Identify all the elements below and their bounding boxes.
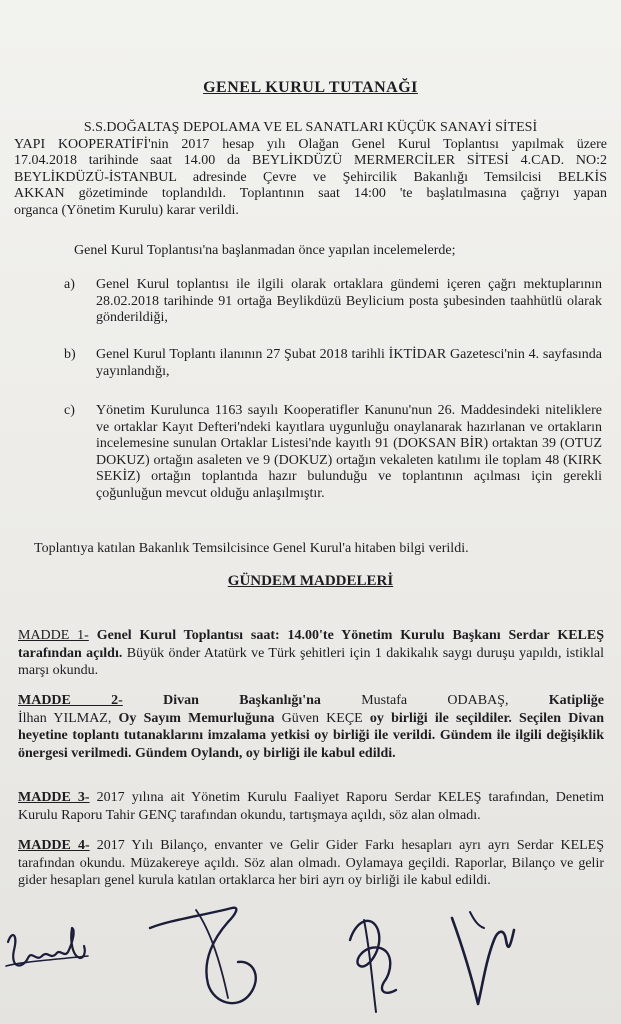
madde-name: Güven KEÇE (281, 710, 363, 726)
item-text: Yönetim Kurulunca 1163 sayılı Kooperatifler Kanunu'nun 26. Maddesindeki niteliklere ve ortaklar Kayıt Defteri'ndeki kayıtlara uygunluğu onaylanarak hazırlanan ve ortakların incelemesine sunulan Ortaklar Listesi'nde kayıtlı 91 (DOKSAN BİR) ortaktan 39 (OTUZ DOKUZ) ortağın asaleten ve 9 (DOKUZ) ortağın vekaleten katılımı ile toplam 48 (KIRK SEKİZ) ortağın toplantıda hazır bulunduğu ve toplantının açılması için gerekli çoğunluğun mevcut olduğu anlaşılmıştır. (96, 403, 602, 501)
madde-label: MADDE 4- (18, 838, 90, 853)
item-text: Genel Kurul Toplantı ilanının 27 Şubat 2018 tarihli İKTİDAR Gazetesci'nin 4. sayfasında yayınlandığı, (96, 347, 602, 379)
signature-middle (150, 908, 256, 1003)
madde-4 (18, 837, 604, 890)
madde-name: İlhan YILMAZ, (18, 710, 112, 726)
madde-text: 2017 Yılı Bilanço, envanter ve Gelir Gider Farkı hesapları ayrı ayrı Serdar KELEŞ tarafından okundu. Müzakereye açıldı. Söz alan olmadı. Oylamaya geçildi. Raporlar, Bilanço ve gelir gider hesapları genel kurula katılan ortaklarca her biri ayrı oy birliği ile kabul edildi. (18, 838, 605, 888)
madde-name: Mustafa ODABAŞ, (361, 693, 509, 708)
item-text: Genel Kurul toplantısı ile ilgili olarak ortaklara gündemi içeren çağrı mektuplarının 28.02.2018 tarihinde 91 ortağa Beylikdüzü Beylicium posta şubesinden taahhütlü olarak gönderildiği, (96, 277, 602, 325)
closing-note: Toplantıya katılan Bakanlık Temsilcisince Genel Kurul'a hitaben bilgi verildi. (34, 541, 469, 556)
intro-paragraph (14, 120, 607, 219)
examination-intro: Genel Kurul Toplantısı'na başlanmadan önce yapılan incelemelerde; (74, 243, 456, 258)
item-marker: a) (64, 277, 75, 292)
madde-bold-text: Divan Başkanlığı'na (163, 693, 321, 708)
signatures (0, 900, 621, 1024)
signature-left (6, 928, 88, 966)
intro-line: organca (Yönetim Kurulu) karar verildi. (14, 202, 239, 218)
item-marker: b) (64, 347, 76, 362)
madde-bold-text: Oy Sayım Memurluğuna (118, 710, 275, 726)
list-item (64, 277, 602, 327)
intro-line: 17.04.2018 tarihinde saat 14.00 da BEYLİKDÜZÜ MERMERCİLER SİTESİ 4.CAD. NO:2 (14, 153, 607, 168)
madde-bold-text: Genel Kurul Toplantısı saat: 14.00'te Yönetim Kurulu Başkanı Serdar KELEŞ tarafından açıldı. (18, 628, 605, 661)
madde-label: MADDE 1- (18, 628, 89, 643)
madde-label: MADDE 3- (18, 790, 90, 805)
signature-right (452, 912, 514, 1004)
agenda-title: GÜNDEM MADDELERİ (227, 573, 394, 589)
intro-line: YAPI KOOPERATİFİ'nin 2017 hesap yılı Olağan Genel Kurul Toplantısı yapılmak üzere (14, 136, 607, 152)
intro-line: AKKAN gözetiminde toplandıldı. Toplantının saat 14:00 'te başlatılmasına çağrıyı yapan (14, 186, 607, 201)
madde-2-line (18, 692, 604, 710)
list-item (64, 403, 602, 502)
document-title: GENEL KURUL TUTANAĞI (203, 79, 418, 96)
madde-text: Büyük önder Atatürk ve Türk şehitleri için 1 dakikalık saygı duruşu yapıldı, istiklal marşı okundu. (18, 645, 604, 678)
item-marker: c) (64, 403, 75, 418)
signature-center-right (350, 920, 396, 1012)
madde-bold-text: Katipliğe (548, 693, 605, 708)
madde-text: 2017 yılına ait Yönetim Kurulu Faaliyet Raporu Serdar KELEŞ tarafından, Denetim Kurulu Raporu Tahir GENÇ tarafından okundu, tartışmaya açıldı, söz alan olmadı. (18, 790, 605, 823)
list-item (64, 347, 602, 380)
madde-label: MADDE 2- (18, 693, 123, 708)
intro-line: BEYLİKDÜZÜ-İSTANBUL adresinde Çevre ve Şehircilik Bakanlığı Temsilcisi BELKİS (14, 169, 607, 185)
madde-2 (18, 692, 604, 762)
madde-1 (18, 627, 604, 680)
madde-bold-text: oy birliği ile seçildiler. Seçilen Divan heyetine toplantı tutanaklarını imzalama yetkisi oy birliği ile verildi. Gündem ile ilgili değişiklik önergesi verilmedi. Gündem Oylandı, oy birliği ile kabul edildi. (18, 710, 605, 761)
intro-line: S.S.DOĞALTAŞ DEPOLAMA VE EL SANATLARI KÜÇÜK SANAYİ SİTESİ (83, 120, 538, 135)
madde-3 (18, 789, 604, 824)
